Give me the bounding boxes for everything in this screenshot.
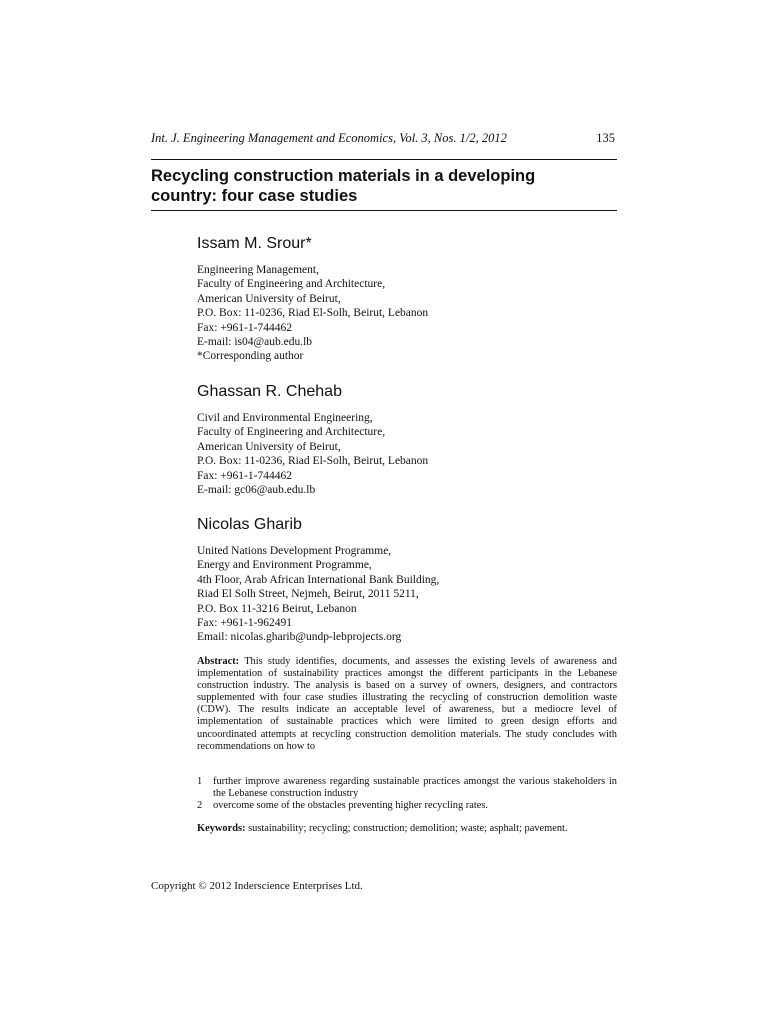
title-top-rule bbox=[151, 159, 617, 160]
list-item bbox=[197, 776, 617, 800]
paper-title-line-2: country: four case studies bbox=[151, 187, 358, 205]
affiliation-line: Riad El Solh Street, Nejmeh, Beirut, 2011 5211, bbox=[197, 588, 419, 601]
email-line: E-mail: is04@aub.edu.lb bbox=[197, 336, 313, 349]
email-line: E-mail: gc06@aub.edu.lb bbox=[197, 484, 316, 497]
affiliation-line: Faculty of Engineering and Architecture, bbox=[197, 426, 386, 439]
journal-citation: Int. J. Engineering Management and Economics, Vol. 3, Nos. 1/2, 2012 bbox=[151, 131, 507, 145]
page-number: 135 bbox=[596, 131, 615, 145]
affiliation-line: 4th Floor, Arab African International Bank Building, bbox=[197, 573, 440, 586]
keywords bbox=[197, 823, 617, 835]
abstract bbox=[197, 656, 617, 753]
author-block-gharib bbox=[197, 515, 617, 645]
abstract-text: This study identifies, documents, and assesses the existing levels of awareness and implementation of sustainability practices amongst the different participants in the Lebanese construction industry. The analysis is based on a survey of owners, designers, and contractors supplemented with four case studies illustrating the recycling of construction demolition waste (CDW). The results indicate an acceptable level of awareness, but a mediocre level of implementation of sustainable practices which were limited to green design efforts and uncoordinated attempts at recycling construction demolition materials. The study concludes with recommendations on how to bbox=[197, 656, 617, 752]
author-name: Nicolas Gharib bbox=[197, 516, 302, 533]
affiliation-line: American University of Beirut, bbox=[197, 292, 341, 305]
affiliation-line: United Nations Development Programme, bbox=[197, 545, 392, 557]
abstract-label: Abstract: bbox=[197, 656, 240, 667]
paper-page bbox=[151, 0, 617, 1024]
affiliation-line: P.O. Box 11-3216 Beirut, Lebanon bbox=[197, 602, 357, 615]
affiliation-line: P.O. Box: 11-0236, Riad El-Solh, Beirut, Lebanon bbox=[197, 307, 429, 320]
keywords-text: sustainability; recycling; construction; demolition; waste; asphalt; pavement. bbox=[248, 823, 568, 834]
affiliation-line: Fax: +961-1-744462 bbox=[197, 321, 292, 334]
paper-title-line-1: Recycling construction materials in a developing bbox=[151, 167, 536, 185]
affiliation-line: P.O. Box: 11-0236, Riad El-Solh, Beirut, Lebanon bbox=[197, 455, 429, 468]
keywords-label: Keywords: bbox=[197, 823, 246, 834]
affiliation-line: Civil and Environmental Engineering, bbox=[197, 412, 373, 424]
affiliation-line: Fax: +961-1-744462 bbox=[197, 469, 292, 482]
author-block-chehab bbox=[197, 382, 617, 497]
author-name: Ghassan R. Chehab bbox=[197, 383, 342, 400]
list-item bbox=[197, 800, 617, 812]
affiliation-line: Fax: +961-1-962491 bbox=[197, 617, 292, 630]
list-item-number: 2 bbox=[197, 800, 203, 811]
affiliation-line: Engineering Management, bbox=[197, 264, 319, 276]
author-name: Issam M. Srour* bbox=[197, 235, 312, 252]
title-bottom-rule bbox=[151, 210, 617, 211]
affiliation-line: Faculty of Engineering and Architecture, bbox=[197, 278, 386, 291]
list-item-number: 1 bbox=[197, 776, 203, 787]
affiliation-line: American University of Beirut, bbox=[197, 440, 341, 453]
copyright-notice: Copyright © 2012 Inderscience Enterprises Ltd. bbox=[151, 880, 363, 892]
running-header bbox=[151, 131, 617, 147]
corresponding-author-note: *Corresponding author bbox=[197, 350, 304, 363]
list-item-text: further improve awareness regarding sustainable practices amongst the various stakeholders in the Lebanese construction industry bbox=[213, 776, 617, 799]
author-block-srour bbox=[197, 234, 617, 364]
list-item-text: overcome some of the obstacles preventing higher recycling rates. bbox=[213, 800, 488, 811]
affiliation-line: Energy and Environment Programme, bbox=[197, 559, 372, 572]
paper-title bbox=[151, 166, 617, 206]
recommendation-list bbox=[197, 776, 617, 812]
email-line: Email: nicolas.gharib@undp-lebprojects.org bbox=[197, 631, 402, 644]
